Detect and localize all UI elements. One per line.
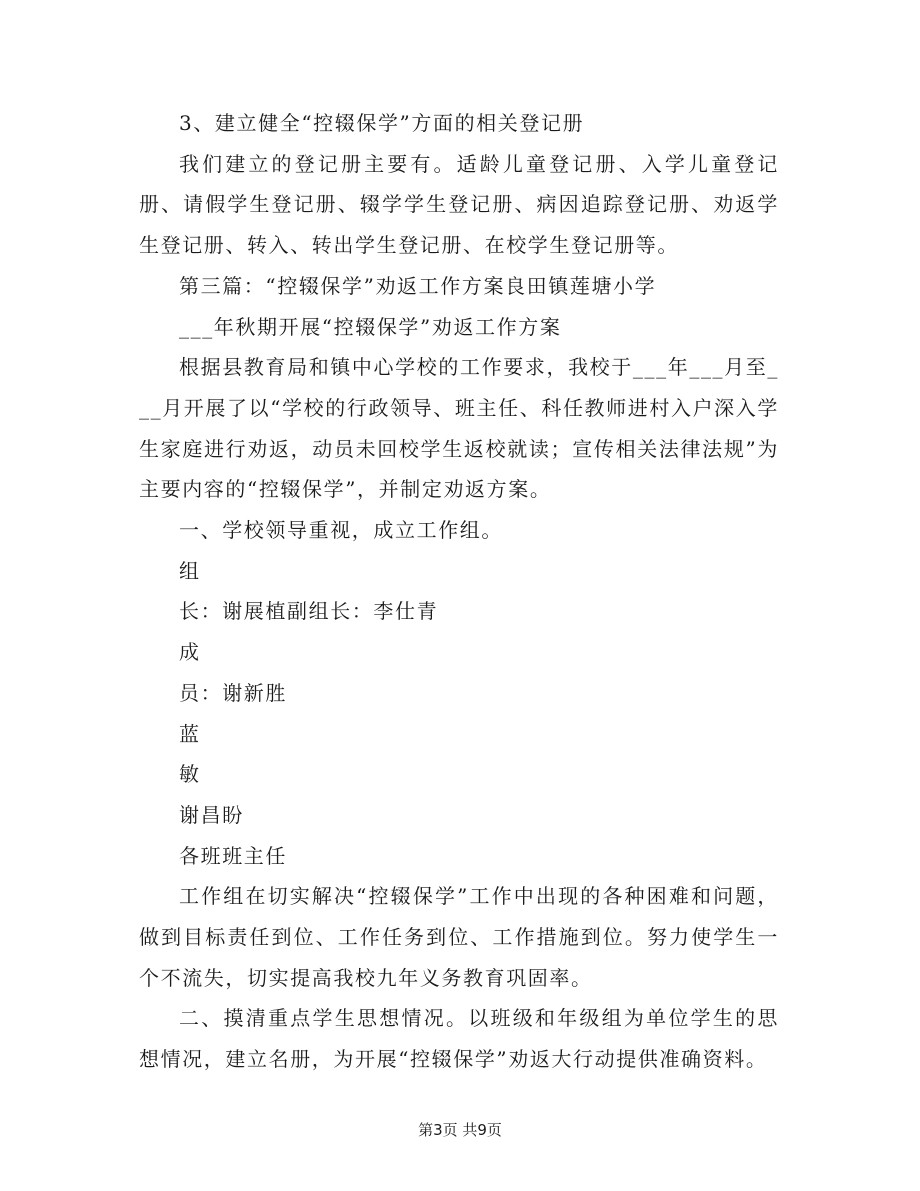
member-head-teachers: 各班班主任 [179,843,287,868]
group-leader-line: 长：谢展植副组长：李仕青 [179,599,439,624]
members-line: 员：谢新胜 [179,680,287,705]
document-body [139,103,779,1080]
group-leader-label-part1: 组 [179,558,201,583]
paragraph-work-group-duties: 工作组在切实解决“控辍保学”工作中出现的各种困难和问题，做到目标责任到位、工作任务到位、工作措施到位。努力使学生一个不流失，切实提高我校九年义务教育巩固率。 [139,884,779,990]
paragraph-registers-list: 我们建立的登记册主要有。适龄儿童登记册、入学儿童登记册、请假学生登记册、辍学学生登记册、病因追踪登记册、劝返学生登记册、转入、转出学生登记册、在校学生登记册等。 [139,151,779,258]
paragraph-plan-intro: 根据县教育局和镇中心学校的工作要求，我校于___年___月至___月开展了以“学校的行政领导、班主任、科任教师进村入户深入学生家庭进行劝返，动员未回校学生返校就读；宣传相关法律法规”为主要内容的“控辍保学”，并制定劝返方案。 [139,355,779,502]
heading-work-group: 一、学校领导重视，成立工作组。 [179,518,503,543]
member-name-line: 谢昌盼 [179,802,244,827]
members-label-part1: 成 [179,640,201,665]
member-name-part2: 敏 [179,762,201,787]
page-number-footer: 第3页 共9页 [418,1121,502,1139]
paragraph-student-situation: 二、摸清重点学生思想情况。以班级和年级组为单位学生的思想情况，建立名册，为开展“控辍保学”劝返大行动提供准确资料。 [139,1006,779,1072]
section-title-part-three: 第三篇：“控辍保学”劝返工作方案良田镇莲塘小学 [179,273,657,298]
plan-title: ___年秋期开展“控辍保学”劝返工作方案 [179,314,562,339]
member-name-part1: 蓝 [179,721,201,746]
heading-registers: 3、建立健全“控辍保学”方面的相关登记册 [179,111,585,135]
